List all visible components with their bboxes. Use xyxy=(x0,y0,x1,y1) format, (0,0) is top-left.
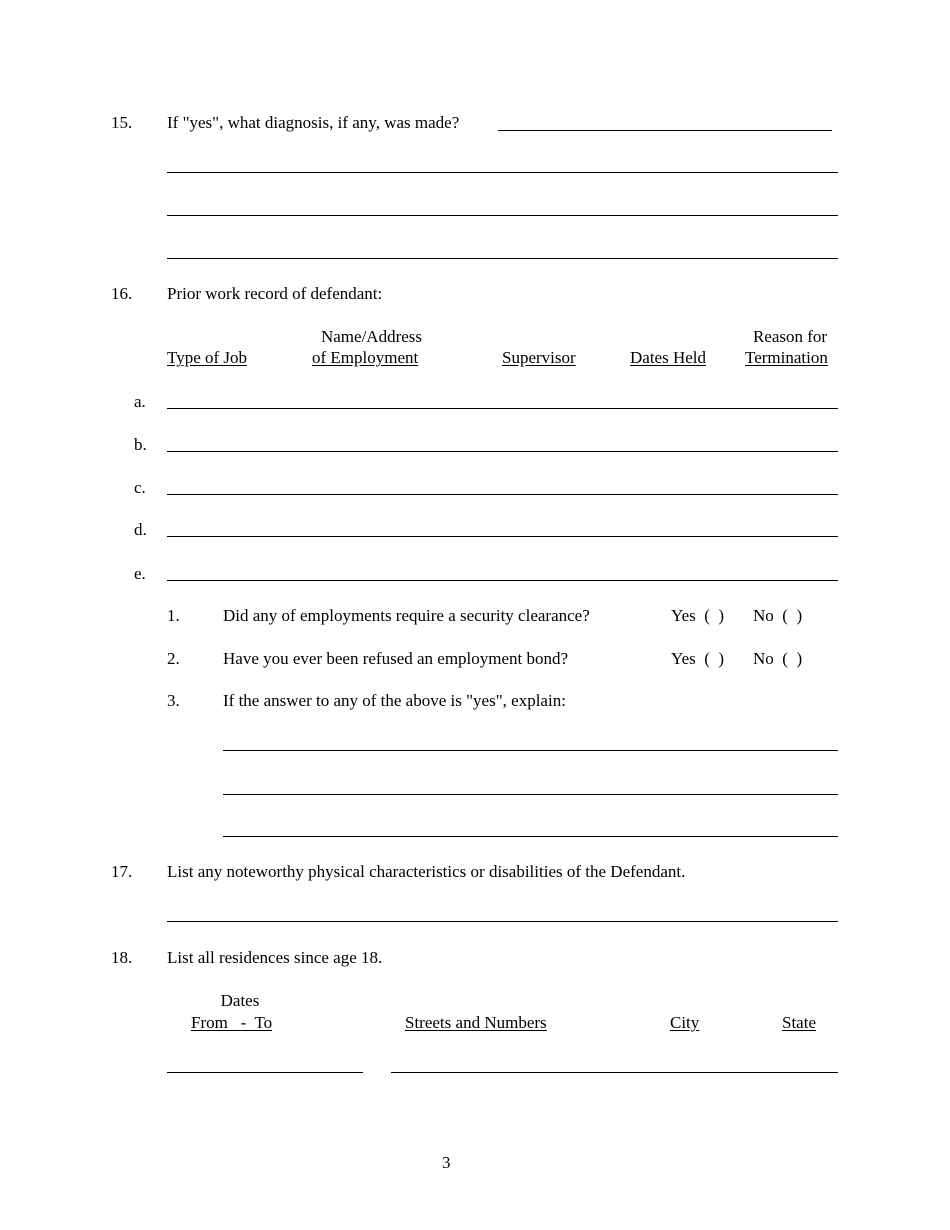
sub-1-text: Did any of employments require a security clearance? xyxy=(223,606,590,625)
sub-3-text: If the answer to any of the above is "yes", explain: xyxy=(223,691,566,710)
sub-1-number: 1. xyxy=(167,606,180,625)
row-label-c: c. xyxy=(134,478,146,497)
header-reason-line2: Termination xyxy=(745,348,828,367)
q15-answer-line[interactable] xyxy=(167,172,838,173)
sub-2-text: Have you ever been refused an employment bond? xyxy=(223,649,569,668)
header-dates-line1: Dates xyxy=(220,991,260,1010)
row-label-d: d. xyxy=(134,520,147,539)
header-reason-line1: Reason for xyxy=(752,327,828,346)
residence-address-line[interactable] xyxy=(391,1072,838,1073)
work-row-line-d[interactable] xyxy=(167,536,838,537)
sub-2-no-checkbox[interactable]: No ( ) xyxy=(753,649,803,668)
header-type-of-job: Type of Job xyxy=(167,348,248,367)
q16-number: 16. xyxy=(111,284,133,303)
work-row-line-e[interactable] xyxy=(167,580,838,581)
explain-line[interactable] xyxy=(223,836,838,837)
header-from-to: From - To xyxy=(191,1013,273,1032)
q17-question: List any noteworthy physical characteristics or disabilities of the Defendant. xyxy=(167,862,686,881)
q16-question: Prior work record of defendant: xyxy=(167,284,383,303)
page-number: 3 xyxy=(442,1153,451,1172)
sub-2-yes-checkbox[interactable]: Yes ( ) xyxy=(671,649,725,668)
q15-answer-line-inline[interactable] xyxy=(498,130,832,131)
q15-answer-line[interactable] xyxy=(167,215,838,216)
explain-line[interactable] xyxy=(223,750,838,751)
work-row-line-c[interactable] xyxy=(167,494,838,495)
sub-1-no-checkbox[interactable]: No ( ) xyxy=(753,606,803,625)
residence-dates-line[interactable] xyxy=(167,1072,363,1073)
q15-question: If "yes", what diagnosis, if any, was made? xyxy=(167,113,460,132)
work-row-line-a[interactable] xyxy=(167,408,838,409)
sub-2-number: 2. xyxy=(167,649,180,668)
header-name-address-line1: Name/Address xyxy=(320,327,423,346)
header-streets: Streets and Numbers xyxy=(405,1013,547,1032)
header-dates-held: Dates Held xyxy=(630,348,707,367)
work-row-line-b[interactable] xyxy=(167,451,838,452)
header-city: City xyxy=(670,1013,700,1032)
sub-3-number: 3. xyxy=(167,691,180,710)
row-label-b: b. xyxy=(134,435,147,454)
header-name-address-line2: of Employment xyxy=(312,348,419,367)
row-label-a: a. xyxy=(134,392,146,411)
q17-answer-line[interactable] xyxy=(167,921,838,922)
q15-number: 15. xyxy=(111,113,133,132)
header-state: State xyxy=(782,1013,816,1032)
sub-1-yes-checkbox[interactable]: Yes ( ) xyxy=(671,606,725,625)
header-supervisor: Supervisor xyxy=(502,348,576,367)
row-label-e: e. xyxy=(134,564,146,583)
explain-line[interactable] xyxy=(223,794,838,795)
q18-question: List all residences since age 18. xyxy=(167,948,383,967)
q15-answer-line[interactable] xyxy=(167,258,838,259)
q18-number: 18. xyxy=(111,948,133,967)
q17-number: 17. xyxy=(111,862,133,881)
